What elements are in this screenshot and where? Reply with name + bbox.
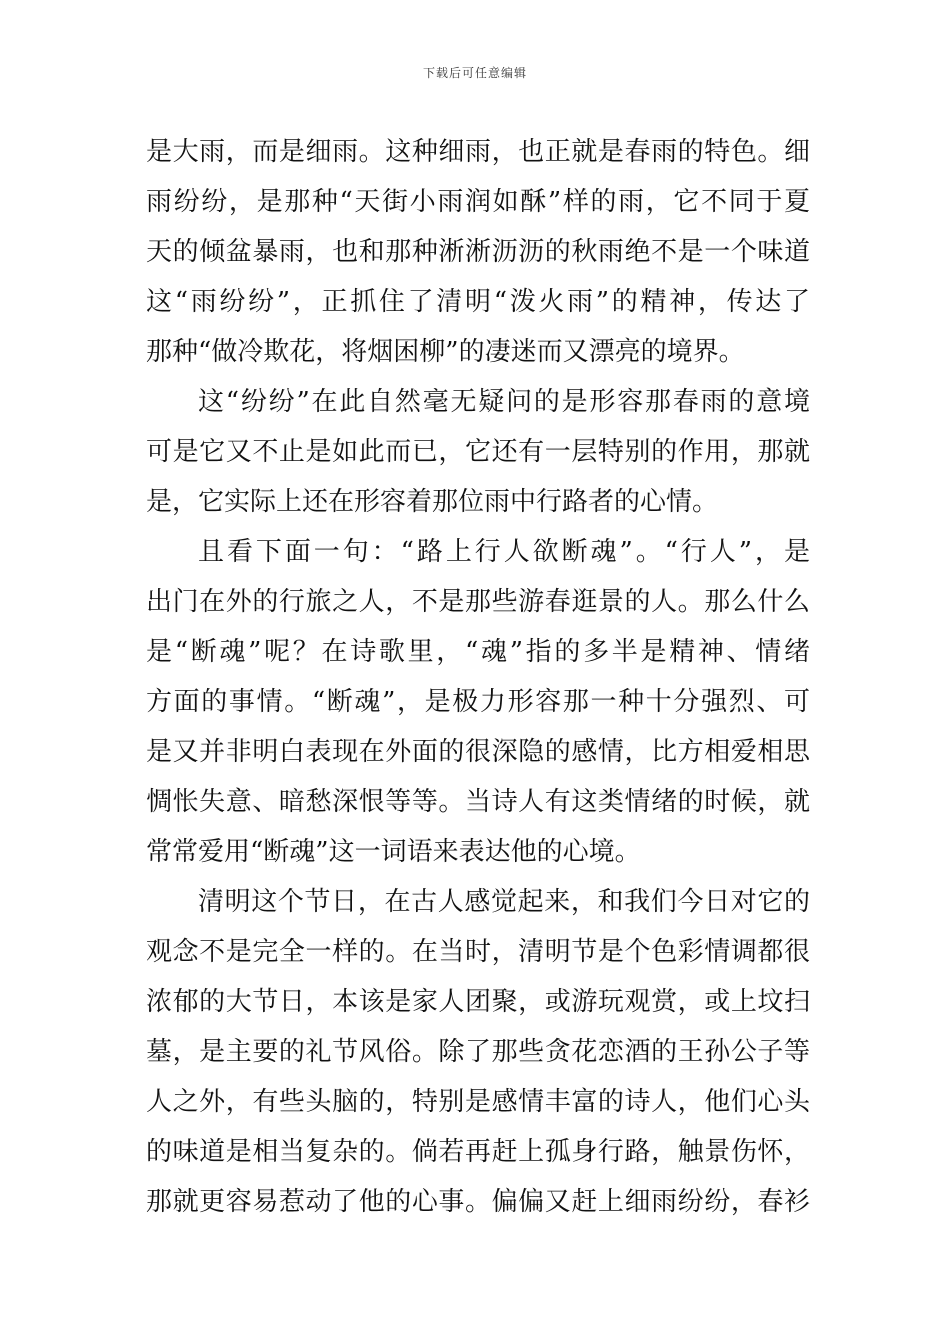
text-line: 常常爱用“断魂”这一词语来表达他的心境。 (146, 837, 641, 867)
text-line: 天的倾盆暴雨，也和那种淅淅沥沥的秋雨绝不是一个味道 (146, 237, 810, 267)
text-line: 是“断魂”呢？在诗歌里，“魂”指的多半是精神、情绪 (146, 637, 810, 667)
text-line: 那种“做冷欺花，将烟困柳”的凄迷而又漂亮的境界。 (146, 337, 745, 367)
text-line: 人之外，有些头脑的，特别是感情丰富的诗人，他们心头 (146, 1087, 810, 1117)
text-line: 雨纷纷，是那种“天街小雨润如酥”样的雨，它不同于夏 (146, 187, 810, 217)
text-line: 这“纷纷”在此自然毫无疑问的是形容那春雨的意境 (198, 387, 810, 417)
text-line: 这“雨纷纷”，正抓住了清明“泼火雨”的精神，传达了 (146, 287, 810, 317)
text-line: 出门在外的行旅之人，不是那些游春逛景的人。那么什么 (146, 587, 810, 617)
body-text (146, 132, 810, 1232)
text-line: 方面的事情。“断魂”，是极力形容那一种十分强烈、可 (146, 687, 810, 717)
text-line: 是又并非明白表现在外面的很深隐的感情，比方相爱相思 (146, 737, 810, 767)
text-line: 墓，是主要的礼节风俗。除了那些贪花恋酒的王孙公子等 (146, 1037, 810, 1067)
text-line: 清明这个节日，在古人感觉起来，和我们今日对它的 (198, 887, 810, 917)
text-line: 是，它实际上还在形容着那位雨中行路者的心情。 (146, 487, 719, 517)
text-line: 是大雨，而是细雨。这种细雨，也正就是春雨的特色。细 (146, 137, 810, 167)
text-line: 的味道是相当复杂的。倘若再赶上孤身行路，触景伤怀， (146, 1137, 810, 1167)
text-line: 浓郁的大节日，本该是家人团聚，或游玩观赏，或上坟扫 (146, 987, 810, 1017)
text-line: 观念不是完全一样的。在当时，清明节是个色彩情调都很 (146, 937, 810, 967)
text-line: 且看下面一句：“路上行人欲断魂”。“行人”，是 (198, 537, 810, 567)
page-header: 下载后可任意编辑 (422, 66, 527, 80)
text-line: 那就更容易惹动了他的心事。偏偏又赶上细雨纷纷，春衫 (146, 1187, 810, 1217)
text-line: 可是它又不止是如此而已，它还有一层特别的作用，那就 (146, 437, 810, 467)
text-line: 惆怅失意、暗愁深恨等等。当诗人有这类情绪的时候，就 (146, 787, 810, 817)
